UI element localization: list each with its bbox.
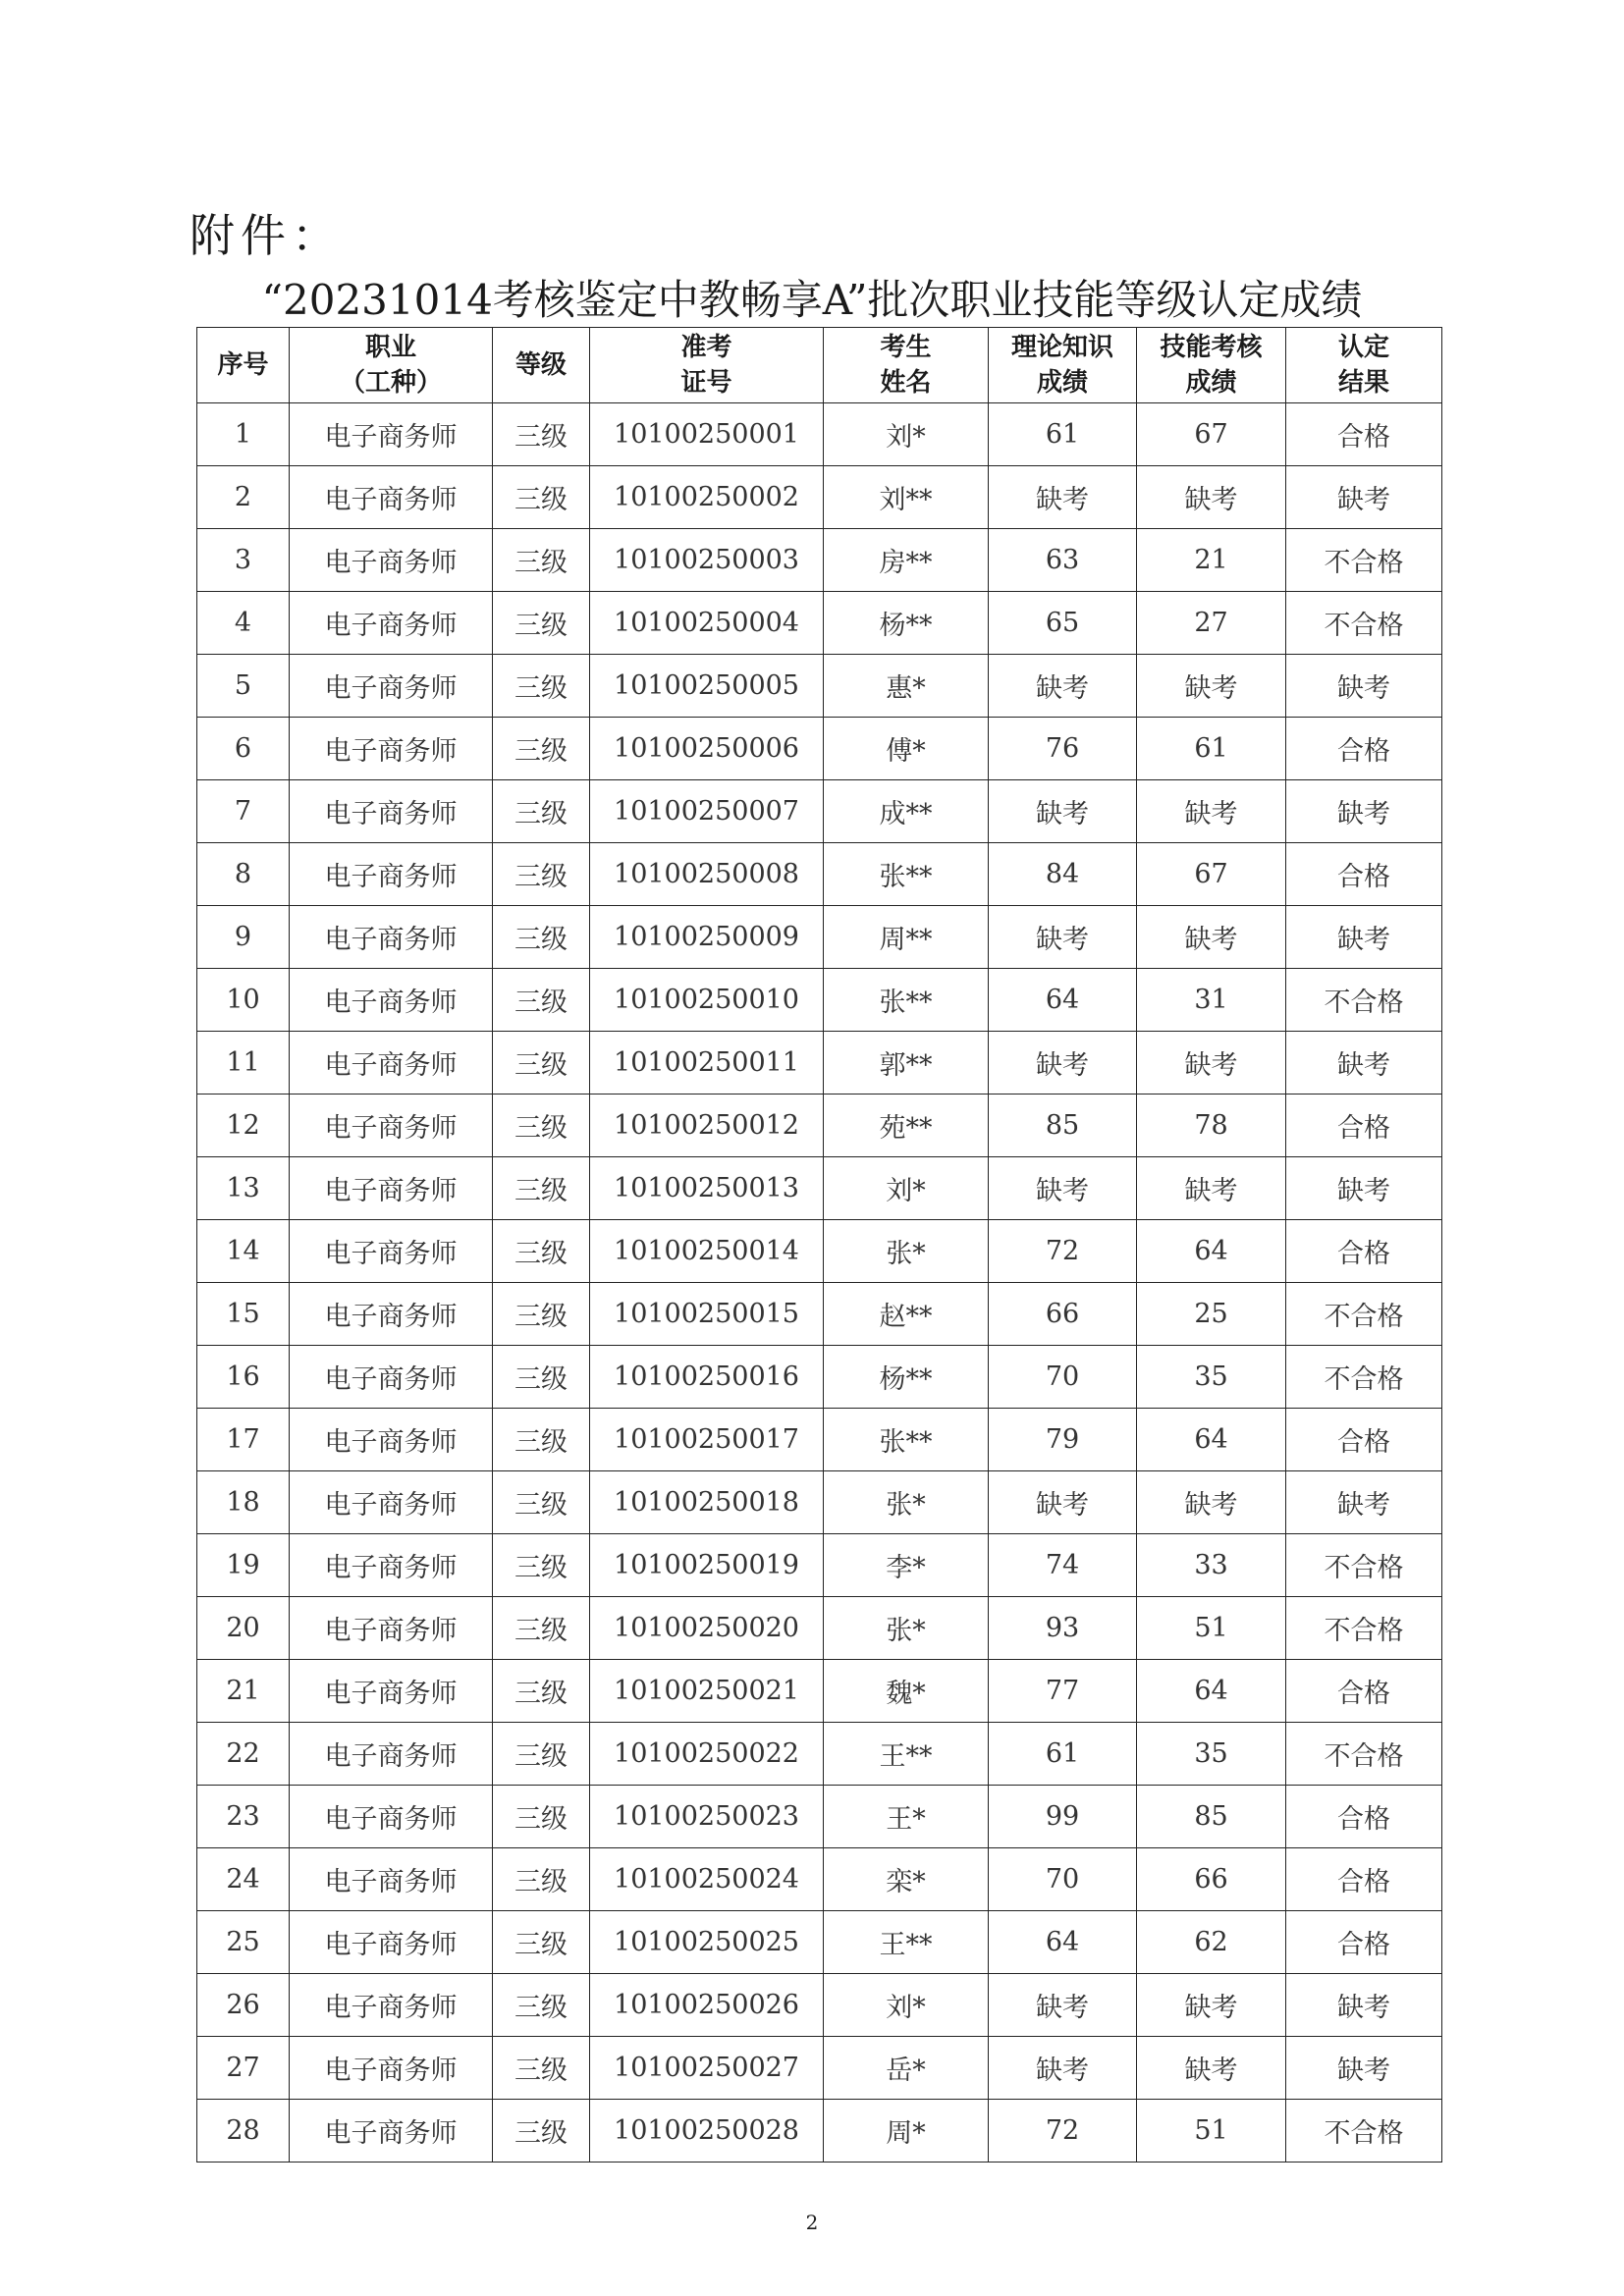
- header-line: 等级: [514, 350, 567, 380]
- cell-name: 王**: [824, 1911, 989, 1974]
- cell-index: 17: [197, 1409, 290, 1471]
- cell-theory-score: 99: [989, 1786, 1137, 1848]
- cell-occupation: 电子商务师: [290, 1157, 493, 1220]
- cell-skill-score: 51: [1137, 1597, 1286, 1660]
- cell-exam-id: 10100250009: [590, 906, 824, 969]
- cell-skill-score: 33: [1137, 1534, 1286, 1597]
- cell-theory-score: 74: [989, 1534, 1137, 1597]
- cell-result: 合格: [1286, 403, 1442, 466]
- cell-occupation: 电子商务师: [290, 1597, 493, 1660]
- cell-theory-score: 缺考: [989, 1974, 1137, 2037]
- cell-name: 张**: [824, 969, 989, 1032]
- cell-name: 栾*: [824, 1848, 989, 1911]
- cell-level: 三级: [493, 1597, 590, 1660]
- cell-exam-id: 10100250001: [590, 403, 824, 466]
- cell-exam-id: 10100250015: [590, 1283, 824, 1346]
- cell-index: 6: [197, 718, 290, 780]
- cell-exam-id: 10100250016: [590, 1346, 824, 1409]
- results-table: [196, 327, 1442, 2163]
- cell-skill-score: 61: [1137, 718, 1286, 780]
- header-line: 序号: [217, 350, 269, 380]
- cell-skill-score: 缺考: [1137, 466, 1286, 529]
- cell-index: 19: [197, 1534, 290, 1597]
- cell-level: 三级: [493, 718, 590, 780]
- cell-name: 傅*: [824, 718, 989, 780]
- cell-level: 三级: [493, 1283, 590, 1346]
- cell-skill-score: 35: [1137, 1346, 1286, 1409]
- cell-occupation: 电子商务师: [290, 1471, 493, 1534]
- table-row: [197, 1095, 1442, 1157]
- header-name: [824, 328, 989, 403]
- table-row: [197, 1974, 1442, 2037]
- table-row: [197, 1723, 1442, 1786]
- cell-level: 三级: [493, 843, 590, 906]
- cell-occupation: 电子商务师: [290, 1283, 493, 1346]
- cell-exam-id: 10100250023: [590, 1786, 824, 1848]
- cell-name: 魏*: [824, 1660, 989, 1723]
- cell-index: 23: [197, 1786, 290, 1848]
- cell-occupation: 电子商务师: [290, 1220, 493, 1283]
- cell-level: 三级: [493, 1660, 590, 1723]
- cell-exam-id: 10100250002: [590, 466, 824, 529]
- cell-skill-score: 85: [1137, 1786, 1286, 1848]
- cell-theory-score: 缺考: [989, 906, 1137, 969]
- cell-exam-id: 10100250028: [590, 2100, 824, 2163]
- cell-index: 1: [197, 403, 290, 466]
- cell-level: 三级: [493, 1157, 590, 1220]
- header-line: 准考: [680, 333, 732, 362]
- cell-result: 不合格: [1286, 969, 1442, 1032]
- cell-result: 缺考: [1286, 1032, 1442, 1095]
- cell-exam-id: 10100250004: [590, 592, 824, 655]
- cell-skill-score: 缺考: [1137, 2037, 1286, 2100]
- cell-name: 赵**: [824, 1283, 989, 1346]
- header-line: 姓名: [880, 368, 932, 398]
- header-line: 认定: [1337, 333, 1389, 362]
- cell-level: 三级: [493, 529, 590, 592]
- cell-exam-id: 10100250008: [590, 843, 824, 906]
- header-level: [493, 328, 590, 403]
- cell-index: 13: [197, 1157, 290, 1220]
- cell-occupation: 电子商务师: [290, 592, 493, 655]
- cell-level: 三级: [493, 655, 590, 718]
- cell-index: 18: [197, 1471, 290, 1534]
- table-row: [197, 529, 1442, 592]
- table-row: [197, 1283, 1442, 1346]
- cell-index: 21: [197, 1660, 290, 1723]
- cell-name: 杨**: [824, 1346, 989, 1409]
- cell-level: 三级: [493, 1911, 590, 1974]
- cell-occupation: 电子商务师: [290, 466, 493, 529]
- cell-result: 合格: [1286, 1220, 1442, 1283]
- cell-exam-id: 10100250010: [590, 969, 824, 1032]
- cell-theory-score: 缺考: [989, 466, 1137, 529]
- cell-index: 27: [197, 2037, 290, 2100]
- cell-theory-score: 64: [989, 1911, 1137, 1974]
- header-line: （工种）: [339, 368, 442, 398]
- cell-result: 缺考: [1286, 466, 1442, 529]
- cell-occupation: 电子商务师: [290, 2100, 493, 2163]
- cell-name: 周*: [824, 2100, 989, 2163]
- cell-exam-id: 10100250017: [590, 1409, 824, 1471]
- cell-occupation: 电子商务师: [290, 403, 493, 466]
- cell-index: 5: [197, 655, 290, 718]
- cell-level: 三级: [493, 1723, 590, 1786]
- cell-exam-id: 10100250013: [590, 1157, 824, 1220]
- cell-index: 11: [197, 1032, 290, 1095]
- cell-result: 不合格: [1286, 1597, 1442, 1660]
- cell-result: 合格: [1286, 1409, 1442, 1471]
- cell-skill-score: 62: [1137, 1911, 1286, 1974]
- cell-result: 缺考: [1286, 780, 1442, 843]
- cell-skill-score: 缺考: [1137, 1471, 1286, 1534]
- cell-index: 8: [197, 843, 290, 906]
- cell-skill-score: 缺考: [1137, 1974, 1286, 2037]
- header-line: 成绩: [1036, 368, 1088, 398]
- cell-skill-score: 缺考: [1137, 1157, 1286, 1220]
- cell-occupation: 电子商务师: [290, 1723, 493, 1786]
- cell-name: 周**: [824, 906, 989, 969]
- cell-index: 15: [197, 1283, 290, 1346]
- cell-result: 缺考: [1286, 906, 1442, 969]
- cell-theory-score: 84: [989, 843, 1137, 906]
- header-line: 职业: [364, 333, 416, 362]
- cell-skill-score: 缺考: [1137, 1032, 1286, 1095]
- table-row: [197, 1032, 1442, 1095]
- cell-level: 三级: [493, 780, 590, 843]
- cell-occupation: 电子商务师: [290, 718, 493, 780]
- cell-occupation: 电子商务师: [290, 780, 493, 843]
- cell-name: 张**: [824, 843, 989, 906]
- cell-level: 三级: [493, 1534, 590, 1597]
- cell-occupation: 电子商务师: [290, 1534, 493, 1597]
- cell-theory-score: 79: [989, 1409, 1137, 1471]
- cell-name: 张**: [824, 1409, 989, 1471]
- cell-theory-score: 72: [989, 1220, 1137, 1283]
- cell-level: 三级: [493, 2037, 590, 2100]
- table-row: [197, 1157, 1442, 1220]
- cell-result: 缺考: [1286, 1974, 1442, 2037]
- cell-theory-score: 64: [989, 969, 1137, 1032]
- cell-exam-id: 10100250011: [590, 1032, 824, 1095]
- cell-index: 26: [197, 1974, 290, 2037]
- cell-skill-score: 27: [1137, 592, 1286, 655]
- cell-name: 张*: [824, 1471, 989, 1534]
- cell-theory-score: 63: [989, 529, 1137, 592]
- cell-exam-id: 10100250012: [590, 1095, 824, 1157]
- header-theory-score: [989, 328, 1137, 403]
- cell-level: 三级: [493, 466, 590, 529]
- table-row: [197, 780, 1442, 843]
- header-line: 技能考核: [1160, 333, 1263, 362]
- header-line: 证号: [680, 368, 732, 398]
- cell-theory-score: 72: [989, 2100, 1137, 2163]
- cell-exam-id: 10100250014: [590, 1220, 824, 1283]
- cell-name: 刘**: [824, 466, 989, 529]
- cell-result: 合格: [1286, 1786, 1442, 1848]
- cell-result: 合格: [1286, 718, 1442, 780]
- table-row: [197, 969, 1442, 1032]
- cell-exam-id: 10100250020: [590, 1597, 824, 1660]
- header-result: [1286, 328, 1442, 403]
- cell-exam-id: 10100250019: [590, 1534, 824, 1597]
- cell-theory-score: 66: [989, 1283, 1137, 1346]
- header-exam-id: [590, 328, 824, 403]
- cell-level: 三级: [493, 592, 590, 655]
- cell-name: 郭**: [824, 1032, 989, 1095]
- cell-theory-score: 缺考: [989, 1471, 1137, 1534]
- cell-exam-id: 10100250007: [590, 780, 824, 843]
- header-skill-score: [1137, 328, 1286, 403]
- table-row: [197, 1346, 1442, 1409]
- table-row: [197, 718, 1442, 780]
- table-row: [197, 1911, 1442, 1974]
- cell-name: 刘*: [824, 1157, 989, 1220]
- cell-index: 10: [197, 969, 290, 1032]
- table-body: [197, 403, 1442, 2163]
- cell-index: 22: [197, 1723, 290, 1786]
- cell-occupation: 电子商务师: [290, 969, 493, 1032]
- cell-result: 不合格: [1286, 592, 1442, 655]
- header-line: 成绩: [1185, 368, 1237, 398]
- table-row: [197, 403, 1442, 466]
- table-row: [197, 1471, 1442, 1534]
- table-row: [197, 1660, 1442, 1723]
- cell-theory-score: 61: [989, 403, 1137, 466]
- cell-skill-score: 31: [1137, 969, 1286, 1032]
- table-row: [197, 2100, 1442, 2163]
- cell-level: 三级: [493, 1786, 590, 1848]
- cell-skill-score: 64: [1137, 1220, 1286, 1283]
- cell-index: 28: [197, 2100, 290, 2163]
- cell-exam-id: 10100250006: [590, 718, 824, 780]
- cell-exam-id: 10100250018: [590, 1471, 824, 1534]
- document-title: “20231014考核鉴定中教畅享A”批次职业技能等级认定成绩: [261, 276, 1363, 324]
- cell-result: 不合格: [1286, 1283, 1442, 1346]
- cell-exam-id: 10100250024: [590, 1848, 824, 1911]
- table-row: [197, 1409, 1442, 1471]
- cell-skill-score: 64: [1137, 1660, 1286, 1723]
- cell-occupation: 电子商务师: [290, 529, 493, 592]
- cell-theory-score: 77: [989, 1660, 1137, 1723]
- table-row: [197, 1786, 1442, 1848]
- cell-theory-score: 缺考: [989, 780, 1137, 843]
- cell-exam-id: 10100250003: [590, 529, 824, 592]
- cell-occupation: 电子商务师: [290, 2037, 493, 2100]
- header-line: 理论知识: [1010, 333, 1113, 362]
- cell-exam-id: 10100250026: [590, 1974, 824, 2037]
- cell-theory-score: 缺考: [989, 1032, 1137, 1095]
- cell-index: 9: [197, 906, 290, 969]
- cell-theory-score: 缺考: [989, 1157, 1137, 1220]
- cell-level: 三级: [493, 1974, 590, 2037]
- cell-index: 20: [197, 1597, 290, 1660]
- cell-name: 王**: [824, 1723, 989, 1786]
- cell-index: 25: [197, 1911, 290, 1974]
- cell-index: 14: [197, 1220, 290, 1283]
- cell-level: 三级: [493, 906, 590, 969]
- cell-occupation: 电子商务师: [290, 1095, 493, 1157]
- table-row: [197, 592, 1442, 655]
- cell-occupation: 电子商务师: [290, 1032, 493, 1095]
- cell-occupation: 电子商务师: [290, 906, 493, 969]
- cell-result: 不合格: [1286, 1346, 1442, 1409]
- cell-result: 缺考: [1286, 1471, 1442, 1534]
- table-row: [197, 655, 1442, 718]
- cell-result: 缺考: [1286, 2037, 1442, 2100]
- cell-skill-score: 67: [1137, 843, 1286, 906]
- cell-exam-id: 10100250027: [590, 2037, 824, 2100]
- cell-name: 岳*: [824, 2037, 989, 2100]
- cell-skill-score: 78: [1137, 1095, 1286, 1157]
- cell-index: 3: [197, 529, 290, 592]
- cell-name: 房**: [824, 529, 989, 592]
- cell-result: 不合格: [1286, 2100, 1442, 2163]
- cell-level: 三级: [493, 403, 590, 466]
- cell-theory-score: 缺考: [989, 2037, 1137, 2100]
- cell-name: 李*: [824, 1534, 989, 1597]
- table-row: [197, 1220, 1442, 1283]
- cell-theory-score: 76: [989, 718, 1137, 780]
- cell-result: 不合格: [1286, 1723, 1442, 1786]
- cell-result: 合格: [1286, 843, 1442, 906]
- attachment-label: 附件：: [189, 209, 343, 262]
- cell-result: 合格: [1286, 1095, 1442, 1157]
- cell-index: 16: [197, 1346, 290, 1409]
- cell-level: 三级: [493, 969, 590, 1032]
- cell-occupation: 电子商务师: [290, 1786, 493, 1848]
- cell-theory-score: 61: [989, 1723, 1137, 1786]
- table-row: [197, 843, 1442, 906]
- cell-level: 三级: [493, 1346, 590, 1409]
- header-line: 考生: [880, 333, 932, 362]
- cell-skill-score: 64: [1137, 1409, 1286, 1471]
- header-index: [197, 328, 290, 403]
- cell-theory-score: 缺考: [989, 655, 1137, 718]
- cell-result: 缺考: [1286, 655, 1442, 718]
- cell-occupation: 电子商务师: [290, 1974, 493, 2037]
- cell-occupation: 电子商务师: [290, 655, 493, 718]
- cell-occupation: 电子商务师: [290, 843, 493, 906]
- cell-skill-score: 66: [1137, 1848, 1286, 1911]
- cell-occupation: 电子商务师: [290, 1346, 493, 1409]
- cell-occupation: 电子商务师: [290, 1409, 493, 1471]
- table-header-row: [197, 328, 1442, 403]
- cell-exam-id: 10100250005: [590, 655, 824, 718]
- cell-index: 4: [197, 592, 290, 655]
- cell-level: 三级: [493, 1220, 590, 1283]
- cell-index: 7: [197, 780, 290, 843]
- cell-skill-score: 缺考: [1137, 906, 1286, 969]
- header-line: 结果: [1337, 368, 1389, 398]
- cell-exam-id: 10100250022: [590, 1723, 824, 1786]
- cell-level: 三级: [493, 1032, 590, 1095]
- cell-name: 张*: [824, 1220, 989, 1283]
- cell-name: 杨**: [824, 592, 989, 655]
- cell-occupation: 电子商务师: [290, 1660, 493, 1723]
- cell-occupation: 电子商务师: [290, 1848, 493, 1911]
- cell-name: 惠*: [824, 655, 989, 718]
- cell-name: 王*: [824, 1786, 989, 1848]
- table-row: [197, 2037, 1442, 2100]
- cell-level: 三级: [493, 1409, 590, 1471]
- cell-exam-id: 10100250021: [590, 1660, 824, 1723]
- cell-skill-score: 25: [1137, 1283, 1286, 1346]
- cell-exam-id: 10100250025: [590, 1911, 824, 1974]
- cell-result: 不合格: [1286, 529, 1442, 592]
- table-row: [197, 1534, 1442, 1597]
- cell-result: 合格: [1286, 1848, 1442, 1911]
- cell-name: 刘*: [824, 403, 989, 466]
- cell-level: 三级: [493, 1095, 590, 1157]
- table-row: [197, 466, 1442, 529]
- cell-level: 三级: [493, 1848, 590, 1911]
- cell-skill-score: 35: [1137, 1723, 1286, 1786]
- header-occupation: [290, 328, 493, 403]
- cell-level: 三级: [493, 1471, 590, 1534]
- cell-theory-score: 70: [989, 1848, 1137, 1911]
- cell-skill-score: 缺考: [1137, 780, 1286, 843]
- cell-name: 张*: [824, 1597, 989, 1660]
- cell-index: 24: [197, 1848, 290, 1911]
- table-row: [197, 1597, 1442, 1660]
- cell-name: 刘*: [824, 1974, 989, 2037]
- cell-name: 成**: [824, 780, 989, 843]
- cell-level: 三级: [493, 2100, 590, 2163]
- cell-theory-score: 65: [989, 592, 1137, 655]
- cell-result: 缺考: [1286, 1157, 1442, 1220]
- cell-theory-score: 85: [989, 1095, 1137, 1157]
- table-row: [197, 1848, 1442, 1911]
- cell-skill-score: 51: [1137, 2100, 1286, 2163]
- page-number: 2: [805, 2211, 819, 2234]
- cell-skill-score: 缺考: [1137, 655, 1286, 718]
- cell-result: 合格: [1286, 1660, 1442, 1723]
- cell-index: 2: [197, 466, 290, 529]
- cell-skill-score: 67: [1137, 403, 1286, 466]
- cell-theory-score: 93: [989, 1597, 1137, 1660]
- cell-result: 合格: [1286, 1911, 1442, 1974]
- table-row: [197, 906, 1442, 969]
- cell-index: 12: [197, 1095, 290, 1157]
- cell-skill-score: 21: [1137, 529, 1286, 592]
- cell-theory-score: 70: [989, 1346, 1137, 1409]
- cell-name: 苑**: [824, 1095, 989, 1157]
- cell-result: 不合格: [1286, 1534, 1442, 1597]
- cell-occupation: 电子商务师: [290, 1911, 493, 1974]
